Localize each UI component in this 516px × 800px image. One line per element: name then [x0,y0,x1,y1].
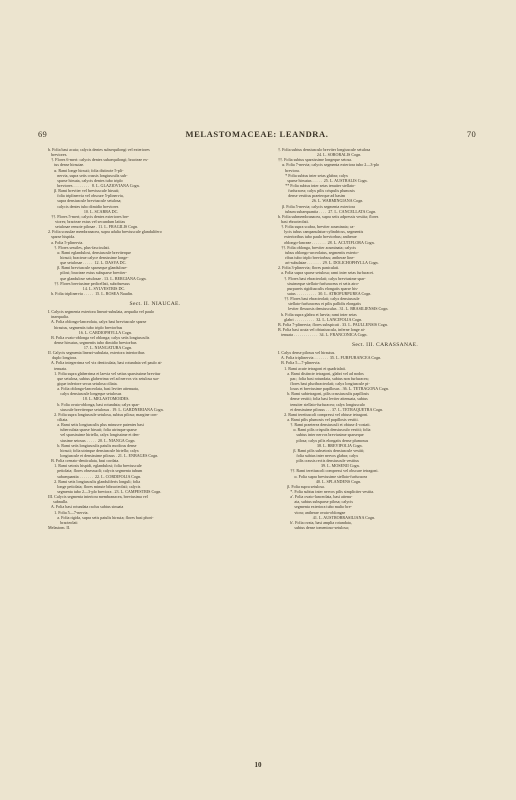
text-line: tubum subaequantia . . . . 27. L. CANCELLATA Cogn. [278,208,377,214]
text-line: longiuscule et densissime pilosus . 21. L. ENBAGES Cogn. [48,453,159,459]
text-line: calyx densiuscule longeque setulosus [48,391,122,397]
text-line: nervia, supra setis crassis longiusculis sub- [48,172,128,178]
text-line: ††. Rami teretiuscoli compressi vel obscure tetragoni. [278,468,379,474]
text-line: pilosa; calyx pilis elongatis dense plumosus [278,437,369,443]
text-line: 1. Folia supra glaberrima et laevia vel setius sparsissime brevitur [48,370,161,376]
text-line: bracteolati [48,519,78,525]
text-line: petiolata; flores obsessuoli; calycis segmenta tubum [48,468,143,474]
text-line: α. Folia supra breviusime stellato-furfuracea [278,473,368,479]
text-line: segmenta exteriora tubo multo bre- [278,504,352,510]
text-line: a. Rami pilis plumosis vel papillosis vestiti. [278,417,359,423]
text-line: I. Calyx dense pilosus vel hirsutus. [278,350,336,356]
text-line: †. Flores basi ebracteolati; calyx breviusime spar- [278,275,366,281]
text-line: ribus tubo triplo breviorbus; antherae line- [278,254,355,260]
text-line: 10. L. SCABRA DC. [48,208,119,214]
text-line: β. Folia supra setulosa. [278,483,325,489]
text-line: sparse hispida. [48,234,76,240]
text-line: furfuracea; calyx pilis crispulis plumosis [278,188,355,194]
text-line: purpureis rigidiusculis elongatis sparse his- [278,285,359,291]
text-line: folia subtus inter nervos glabra; calyx [278,453,359,459]
text-line: dense hirsutus, segmentis tubo dimidio breviorbus [48,339,137,345]
text-line: que setulosae . . . . . 12. L. DASYA DC. [48,260,127,266]
text-line: breviores. [48,152,68,158]
text-line: sutus . . . . . . . . . . 30. L. ATROPURPUREA Cogn. [278,290,372,296]
text-line: tus dense hirsutae. [48,162,85,168]
right-column [278,147,492,759]
text-line: b. Rami setis longiusculis patulis modicus dense [48,442,137,448]
text-line: leviter flexuosis densiusculus . 31. L. BRASILIENSIS Cogn. [278,306,389,312]
text-line: a'. Folia ovato-lanceolata, basi attenu- [278,494,353,500]
text-line: III. Calycis segmenta interiora membranacea, breviusima vel [48,494,148,500]
text-line: Melastom. II. [48,524,71,530]
text-line: vel sparsissime hirtella, calyx longissime et den- [48,432,140,438]
text-line: subnulla. [48,499,69,505]
text-line: siuscule breviterque setulosus . 19. L. GARDNERIANA Cogn. [48,406,164,412]
text-line: b. Folia basi acuta; calycis dentes subsequilongi vel exteriores [48,147,150,152]
text-line: A. Folia integerrima vel vix denticulata, basi rotundata vel paulo at- [48,360,163,366]
section-heading: Sect. III. CARASSANAE. [351,342,419,349]
text-line: gique inferiore secus setulosa ciliata. [48,381,118,387]
text-line: 26. L. WARMINGIANA Cogn. [278,198,364,204]
text-line: viores; bracteae extus vel secundum latitas [48,218,126,224]
text-line: inaequalia. [48,314,69,320]
text-line: a. Rami distincte tetragoni, glabri vel ad nodos [278,370,364,376]
running-title: MELASTOMACEAE: LEANDRA. [185,129,329,139]
text-line: hirsuti; bracteae calyce densissime longe- [48,254,129,260]
text-line: ari-subulatae . . . . . . . 29. L. DOLICHOPHYLLA Cogn. [278,260,379,266]
text-line: sparse hirsuta, calycis dentes tubo triplo [48,177,123,183]
text-line: ††. Folia oblonga, breviter acuminata; calycis [278,244,356,250]
text-line: 18. L. MELASTOMOIDES. [48,396,130,402]
left-column [48,147,262,759]
text-line: b. Folia triplinervia . . . . . 15. L. ROSEA Naudin. [48,290,134,296]
text-line: ciliata. [48,417,69,423]
section-heading: Sect. II. NIAUCAE. [129,301,181,308]
text-line: lycis tubus campanulatus-cylindricus, segmentis [278,229,364,235]
text-line: breviora. [278,167,300,173]
text-line: A. Folia basi rotundata raclus subtus sinuata [48,504,124,510]
text-line: basi ebracteolati. [278,218,309,224]
text-line: 2. Folia 3-plinervia; flores paniculati. [278,265,340,271]
text-line: a. Folia supra sparse setulosa; rami inter setas furfuracei. [278,270,375,276]
text-line: 2. Folia supra longiuscule setulosa, subtus pilosa; margine con- [48,411,158,417]
text-line: β. Rami breviter vel breviuscule hirsuti; [48,188,120,194]
text-line: longe petiolata; flores minute bibracteolati; calycis [48,483,141,489]
text-line: b'. Folia ovata, basi amplia rotundata, [278,519,352,525]
text-line: 1. Rami setosis hispidi, eglandulosi; folia breviuscule [48,463,142,469]
text-line: B. Folia 5—7-plinervia. [278,360,321,366]
text-line: tuberculata sparse hirsuti; folia utrinque sparse [48,427,137,433]
text-line: glabri . . . . . . . . . . 32. L. LANCIFOLIA Cogn. [278,316,363,322]
text-line: b. Folia supra glabra et laevia; rami inter setas [278,311,357,317]
text-line: B. Folia basi acuta vel obtusiuscula, inferne longe at- [278,326,366,332]
page-number-left: 69 [38,129,48,139]
text-line: I. Calycis segmenta exteriora lineari-subulata, aequalia vel paulo [48,309,155,315]
text-line: β. Folia 5-nervia; calycis segmenta exteriora [278,203,355,209]
text-line: B. Folia crenato-denticulata, basi cordata. [48,458,120,464]
text-line: dense vestitus praeterque ad basim [278,193,346,199]
text-line: que glandulose setulosae . 13. L. BERGIANA Cogn. [48,275,147,281]
text-line: α. Rami eglandulosi, densiuscule breviterque [48,249,131,255]
text-line: sissimeque stellato-furfuraceus et setis atro- [278,280,360,286]
page-number-right: 70 [466,129,476,139]
text-line: tenuata. [48,365,67,371]
text-line: a. Rami setis longiusculis plus minusve patentes basi [48,422,144,428]
text-line: stellato-furfuraceus et pilis pallidis elongatis [278,301,361,307]
text-line: 39. L. MOSENII Cogn. [278,463,360,469]
text-line: duplo longiora. [48,355,78,361]
text-line: ††. Flores 5-meri; calycis dentes exteriores bre- [48,213,130,219]
text-line: 2. Folia scruulae membranacea, supra adulta breviuscule glandulifero [48,229,162,235]
text-line: pilosi; bracteae extus subsparse breviter- [48,270,127,276]
text-line: ††. Folia subtus sparsissime longeque setosa. [278,157,353,163]
text-line: †. Flores 6-meri: calycis dentes subaequilongi; bracteae ex- [48,157,149,163]
text-line: 1. Folia 5—7-nervia. [48,509,89,515]
text-line: a. Folia 5-plinervia. [48,239,84,245]
text-line: siusime setosus . . . . . 20. L. NIANGA Cogn. [48,437,136,443]
text-line: II. Calycis segmenta lineari-subulata, exteriora interioribus [48,350,145,356]
text-line: 40. L. SPLANDENS Cogn. [278,478,362,484]
text-line: ** Folia subtus inter setas tenuiter stellato- [278,182,356,188]
text-line: 17. L. NIANGATUBA Cogn. [48,345,133,351]
text-line: flores basi pluribracteolati; calyx longiuscule pi- [278,381,370,387]
text-line: sparse hirsutus . . . . . 25. L. AUSTRALIS Cogn. [278,177,368,183]
text-line: †. Folia supra scabra, breviter acuminata; ca- [278,224,355,230]
text-line: A. Folia oblongo-lanceolata, calyx basi breviuscule sparse [48,319,147,325]
text-line: subtus dense tomentoso-setulosa; [278,524,349,530]
text-line: 41. L. AUSTROBRASILIANA Cogn. [278,514,376,520]
text-line: β. Rami pilis subsetosis densiuscule vestiti; [278,447,365,453]
text-line: b. Folia ovato-oblonga, basi rotundata; calyx spar- [48,401,140,407]
text-line: folia triplinervia vel obscure 5-plinervia, [48,193,124,199]
text-line: 2. Rami setis longiusculis glanduliferis longuli; folia [48,478,141,484]
text-line: tubus oblongo-urceolatus, segmentis exterio- [278,249,359,255]
text-line: A. Folia triplinervia . . . . . . . 35. L. FURFURANCEA Cogn. [278,355,382,361]
text-line: *. Folia subtus inter nervos pilis simpliciter vestita. [278,489,375,494]
text-line: * Folia subtus inter setas glabra; calyx [278,172,348,178]
text-line: α. Rami longe hirsuti; folia distincte 5-pli- [48,167,124,173]
text-line: 16. L. CARDIOPHYLLA Cogn. [48,329,132,335]
text-line: et densissime pilosus . . . 37. L. TETRAQUETRA Cogn. [278,406,384,412]
text-line: ††. Flores basi ebracteolati; calyx densiuscule [278,296,360,302]
text-line: b. Folia submembranacea, supra setis adpressis vestita; flores [278,213,379,219]
text-line: dense vestiti; folia basi leviter attenuata, subtus [278,396,368,402]
text-line: 24. L. SORORALIS Cogn. [278,152,362,158]
text-line: supra densiuscule breviuscule setulosa; [48,198,122,204]
text-line: b. Rami subtetragoni, pilis crassiusculis papillosis [278,391,369,397]
text-line: ††. Flores breviusime pedicellati, subobsessus [48,280,130,286]
text-line: ata, subtus subsparse pilosa; calycis [278,499,353,505]
footer-page-number: 10 [254,761,262,769]
text-line: pilis crassis rectis densiuscule vestitus [278,458,359,464]
text-line: subaequantia . . . . . . . 22. L. CORDIFOLIA Cogn. [48,473,142,479]
text-line: 38. L. BREVIFOLIA Cogn. [278,442,363,448]
text-line: †. Rami praeterea densiusculi et obtuse 4-costati. [278,422,371,428]
text-line: †. Flores sessiles, plus-fasciculati. [48,244,110,250]
text-line: β. Rami breviuscule sparseque glandulose- [48,265,128,271]
text-line: α. Rami pilis crispulis densiusculo vestiti; folia [278,427,371,433]
text-line: α. Folia 7-nervia; calycis segmenta exteriora tubo 2—3-plo [278,162,380,168]
text-line: losus et breviusime papillosus . 36. L. TETRAGONA Cogn. [278,386,389,392]
text-line: B. Folia ovato-oblonga vel oblonga; calyx setis longiusculis [48,334,150,340]
text-line: setulosae remote pilosae . 11. L. FRAGILIS Cogn. [48,224,139,230]
text-line: que setulosa, subtus glaberrima vel ad nervos vix setulosa sur- [48,375,160,381]
text-line: 2. Rami teretiuscoli compressi vel obtuse tetragoni. [278,411,369,417]
text-line: B. Folia 7-plinervia; flores subspicati . 33. L. PAULLENSIS Cogn. [278,321,388,327]
text-line: subtus inter nervos breviusime sparseque [278,432,364,438]
text-line: a. Folia oblongo-lanceolata, basi leviter attenuata, [48,386,139,392]
text-line: a. Folia rigida, supra setis patulis hirsuta; flores basi phori- [48,514,154,520]
text-line: hirsuti; folia utrinque densiuscule hirtella; calyx [48,447,139,453]
text-line: par.; folia basi rotundata, subtus non furfuracea; [278,375,369,381]
text-line: tenuiter stellato-furfuracea; calyx longiusculo [278,401,365,407]
text-line: viora; antherae ovato-oblongae [278,509,346,515]
text-line: 14. L. SYLVESTRIS DC. [48,285,126,291]
text-line: oblongo-lanceae . . . . . . . 28. L. ACUTIFLORA Cogn. [278,239,375,245]
text-line: breviores . . . . . . . . 8. L. GLAZIOVIANA Cogn. [48,182,140,188]
text-line: calycis dentes tubo dimidio breviores [48,203,119,209]
text-line: segmenta tubo 2—3-plo breviora . 23. L. CAMPESTRIS Cogn. [48,489,162,494]
text-line: †. Folia subtus densiusculo breviter longiuscule setulosa [278,147,371,152]
text-line: 1. Rami acute tetragoni et quadrialati. [278,365,346,371]
text-line: hirsutus, segmentis tubo triplo breviorbus [48,324,123,330]
page-header [38,129,476,143]
text-line: tenuata . . . . . . . . . . . . 34. L. FRANCONICA Cogn. [278,332,368,338]
text-line: exterioribus tubo paulo breviorbus; antherae [278,234,357,240]
